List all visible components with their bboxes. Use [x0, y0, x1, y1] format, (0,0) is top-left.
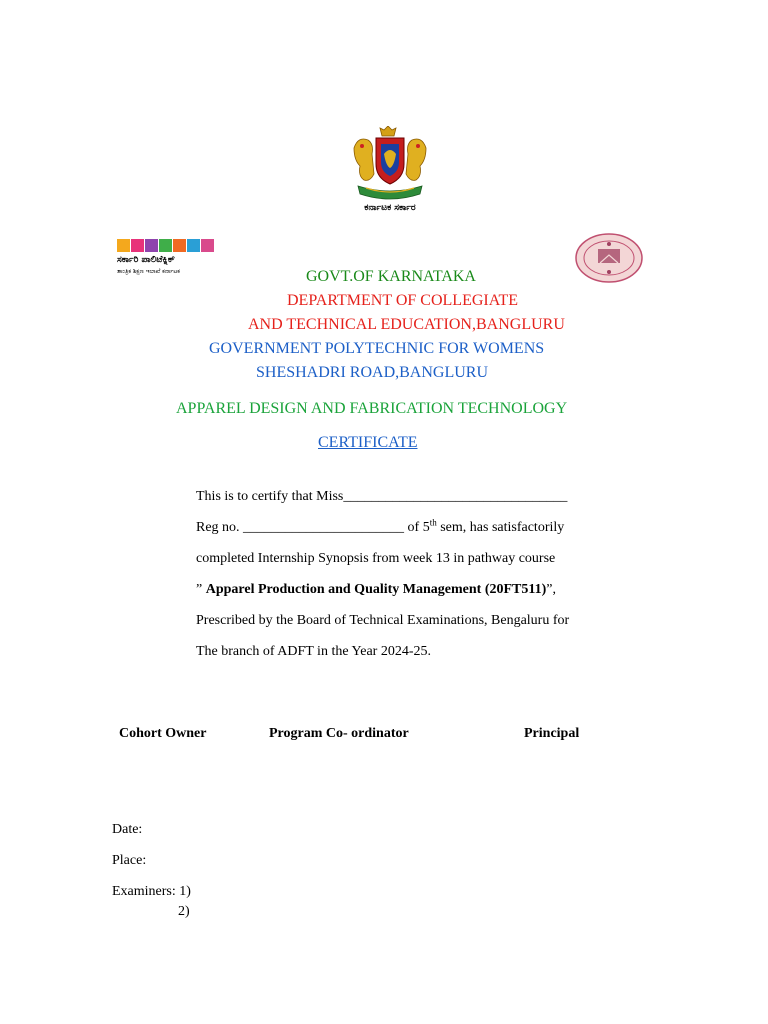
body-line-certify: This is to certify that Miss________________________________ [196, 489, 568, 504]
body-line-prescribed: Prescribed by the Board of Technical Examinations, Bengaluru for [196, 613, 570, 628]
emblem-caption: ಕರ್ನಾಟಕ ಸರ್ಕಾರ [364, 203, 416, 213]
college-seal [574, 233, 644, 283]
course-name: Apparel Production and Quality Management (20FT511) [205, 582, 547, 597]
close-quote: ”, [546, 582, 556, 597]
polytechnic-logo [117, 239, 219, 279]
header-govt: GOVT.OF KARNATAKA [306, 268, 476, 285]
footer-place: Place: [112, 853, 147, 868]
header-address: SHESHADRI ROAD,BANGLURU [256, 364, 489, 381]
signature-cohort-owner: Cohort Owner [119, 726, 207, 741]
program-title: APPAREL DESIGN AND FABRICATION TECHNOLOGY [176, 400, 568, 417]
ordinal-suffix: th [429, 517, 437, 528]
seal-icon [574, 233, 644, 283]
certificate-title: CERTIFICATE [318, 434, 418, 451]
header-department: DEPARTMENT OF COLLEGIATE [287, 292, 519, 309]
logo-line2: ತಾಂತ್ರಿಕ ಶಿಕ್ಷಣ ಇಲಾಖೆ ಕರ್ನಾಟಕ [117, 268, 180, 275]
body-line-course [196, 583, 556, 597]
footer-examiner-2: 2) [178, 904, 190, 919]
emblem-icon [348, 126, 432, 206]
regno-text: Reg no. _______________________ of 5 [196, 520, 430, 535]
body-line-branch: The branch of ADFT in the Year 2024-25. [196, 644, 431, 659]
footer-date: Date: [112, 822, 143, 837]
header-polytechnic: GOVERNMENT POLYTECHNIC FOR WOMENS [209, 340, 545, 357]
regno-text-end: sem, has satisfactorily [436, 520, 565, 535]
logo-tiles [117, 239, 219, 253]
open-quote: ” [196, 582, 206, 597]
body-line-regno [196, 517, 565, 535]
logo-line1: ಸರ್ಕಾರಿ ಪಾಲಿಟೆಕ್ನಿಕ್ [117, 255, 175, 265]
header-technical-education: AND TECHNICAL EDUCATION,BANGLURU [248, 316, 565, 333]
karnataka-emblem [348, 126, 432, 206]
signature-program-coordinator: Program Co- ordinator [269, 726, 409, 741]
footer-examiners: Examiners: 1) [112, 884, 191, 899]
signature-principal: Principal [524, 726, 580, 741]
body-line-completed: completed Internship Synopsis from week 13 in pathway course [196, 551, 556, 566]
